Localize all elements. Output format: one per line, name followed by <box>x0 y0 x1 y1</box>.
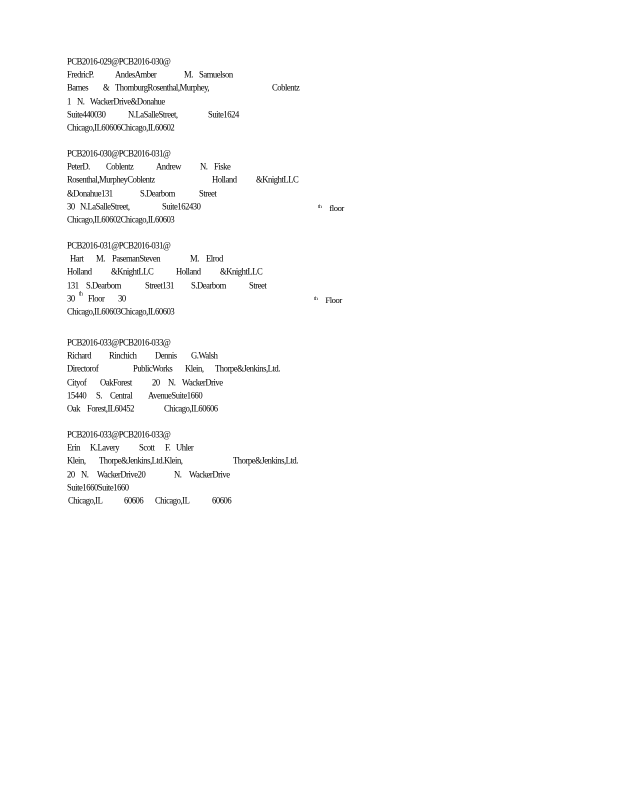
entry-line: Rosenthal,MurpheyCoblentz Holland &KnightLLC <box>67 173 299 185</box>
floor-note: $^{th}$ Floor <box>314 295 342 305</box>
service-entry-4 <box>67 336 357 415</box>
service-entry-5 <box>67 428 357 507</box>
entry-line: Chicago,IL 60606 Chicago,IL 60606 <box>68 494 232 506</box>
entry-line: Cityof OakForest 20 N. WackerDrive <box>67 375 223 388</box>
service-entry-1 <box>67 55 357 134</box>
floor-note: $^{th}$ floor <box>318 203 344 213</box>
entry-line: Suite1660Suite1660 <box>67 481 129 493</box>
entry-header: PCB2016-033@PCB2016-033@ <box>67 336 171 348</box>
entry-line: Barnes & ThornburgRosenthal,Murphey, Coblentz <box>67 81 300 93</box>
entry-line: Chicago,IL60606Chicago,IL60602 <box>67 121 175 133</box>
entry-line: PeterD. Coblentz Andrew N. Fiske <box>67 160 231 172</box>
entry-line: 15440 S. Central AvenueSuite1660 <box>67 389 203 401</box>
entry-line: &Donahue131 S.Dearborn Street <box>67 186 217 199</box>
entry-header: PCB2016-030@PCB2016-031@ <box>67 147 171 159</box>
entry-line: Holland &KnightLLC Holland &KnightLLC <box>67 265 263 277</box>
entry-line: Chicago,IL60603Chicago,IL60603 <box>67 305 175 317</box>
entry-line: 20 N. WackerDrive20 N. WackerDrive <box>67 467 230 480</box>
entry-line: Oak Forest,IL60452 Chicago,IL60606 <box>67 402 218 414</box>
entry-line: Klein, Thorpe&Jenkins,Ltd.Klein, Thorpe&Jenkins,Ltd. <box>67 454 298 466</box>
entry-line: 1 N. WackerDrive&Donahue <box>67 94 165 107</box>
entry-line: Directorof PublicWorks Klein, Thorpe&Jenkins,Ltd. <box>67 362 280 374</box>
entry-line: 131 S.Dearborn Street131 S.Dearborn Street <box>67 278 267 291</box>
service-entry-3 <box>67 239 357 318</box>
entry-line: Hart M. PasemanSteven M. Elrod <box>70 252 223 264</box>
entry-header: PCB2016-031@PCB2016-031@ <box>67 239 171 251</box>
entry-header: PCB2016-033@PCB2016-033@ <box>67 428 171 440</box>
entry-line: 30 N.LaSalleStreet, Suite162430 <box>67 200 201 212</box>
entry-line: Richard Rinchich Dennis G.Walsh <box>67 349 218 361</box>
service-entry-2 <box>67 147 357 226</box>
entry-header: PCB2016-029@PCB2016-030@ <box>67 55 171 67</box>
entry-line: Erin K.Lavery Scott F. Uhler <box>67 441 194 453</box>
entry-line: FredricP. AndesAmber M. Samuelson <box>67 68 233 80</box>
entry-line: Chicago,IL60602Chicago,IL60603 <box>67 213 175 225</box>
entry-line: 30 th Floor 30 <box>67 290 126 304</box>
entry-line: Suite440030 N.LaSalleStreet, Suite1624 <box>67 108 239 120</box>
